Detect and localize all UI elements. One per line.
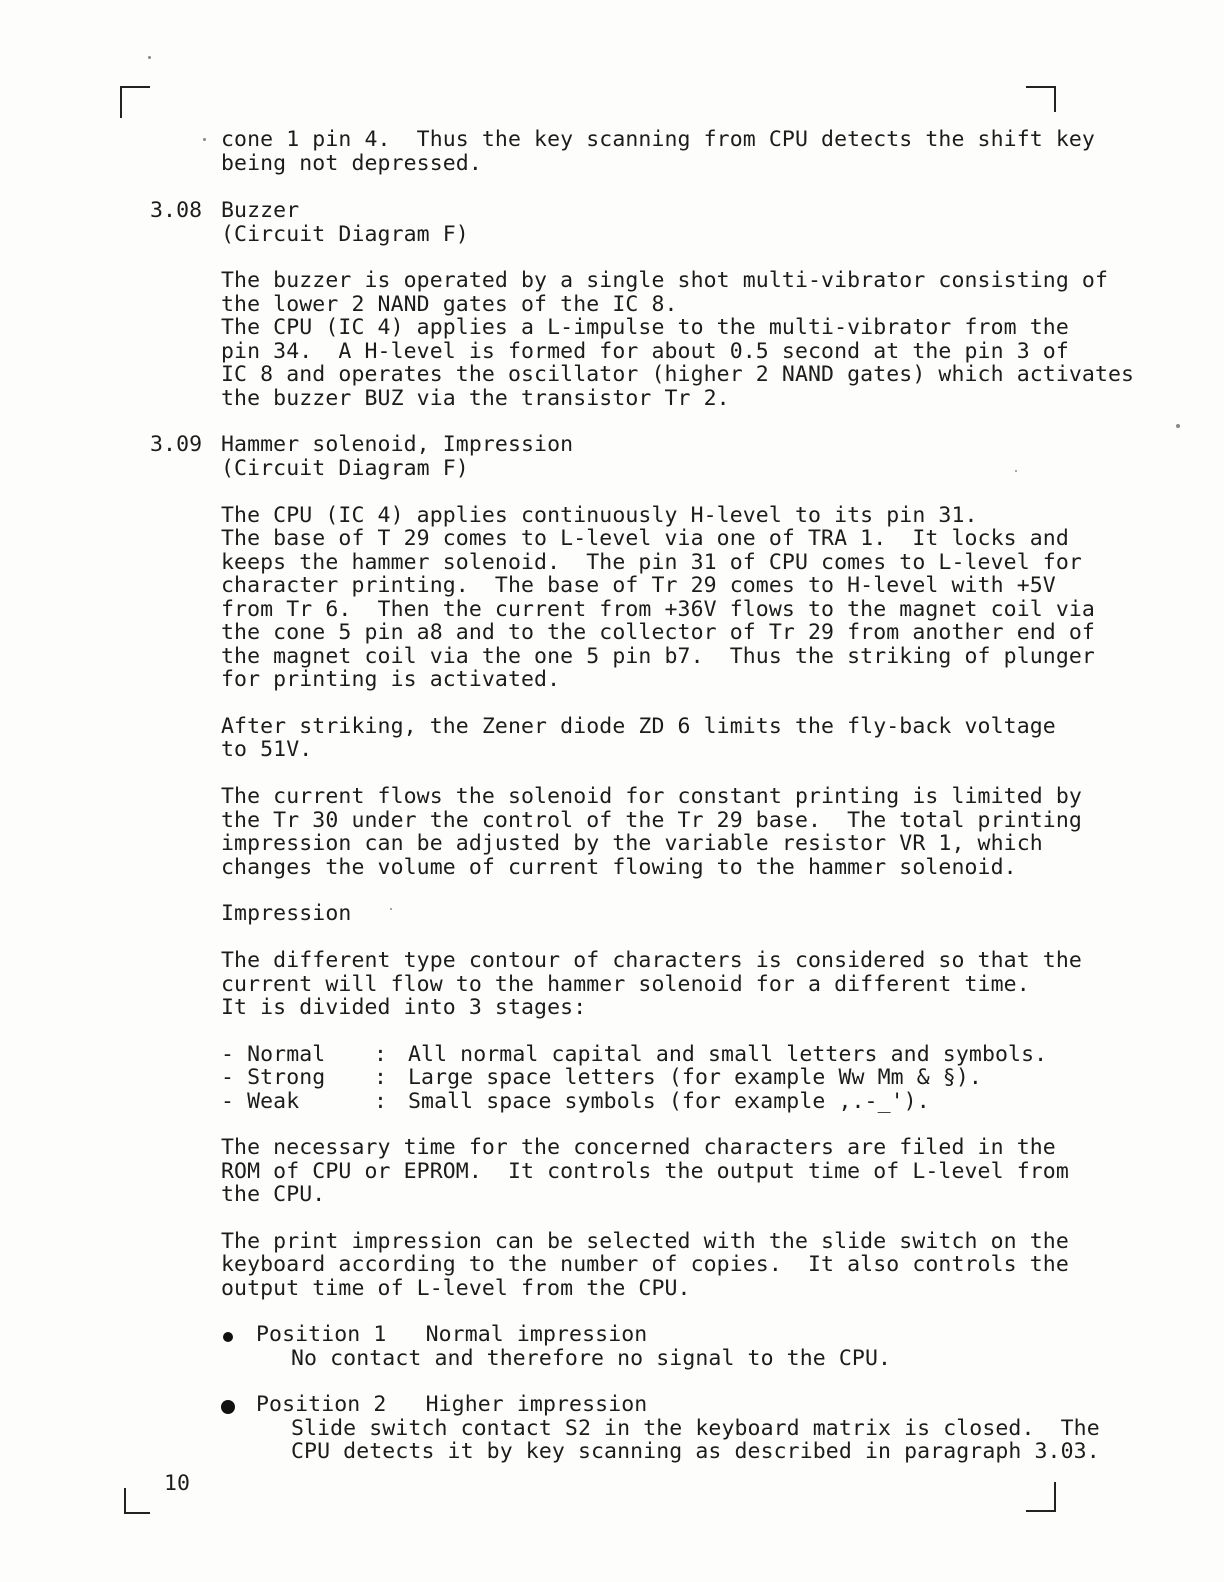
paragraph-line: pin 34. A H-level is formed for about 0.5 second at the pin 3 of: [221, 339, 1069, 364]
paragraph-line: It is divided into 3 stages:: [221, 995, 587, 1020]
position-1-title: Position 1 Normal impression: [256, 1322, 648, 1347]
crop-mark-bottom-left-vertical: [124, 1488, 126, 1514]
paragraph-line: from Tr 6. Then the current from +36V flows to the magnet coil via: [221, 597, 1095, 622]
stage-desc-weak: Small space symbols (for example ,.-_').: [408, 1089, 930, 1114]
bullet-icon: [221, 1400, 235, 1414]
paragraph-line: The necessary time for the concerned characters are filed in the: [221, 1135, 1056, 1160]
intro-line: being not depressed.: [221, 151, 482, 176]
paragraph-line: the Tr 30 under the control of the Tr 29 base. The total printing: [221, 808, 1082, 833]
section-number-3-09: 3.09: [150, 432, 203, 457]
paragraph-line: The CPU (IC 4) applies a L-impulse to the multi-vibrator from the: [221, 315, 1069, 340]
stage-name-weak: - Weak: [221, 1089, 300, 1114]
stage-desc-strong: Large space letters (for example Ww Mm & §).: [408, 1065, 982, 1090]
paragraph-line: character printing. The base of Tr 29 comes to H-level with +5V: [221, 573, 1056, 598]
paragraph-line: impression can be adjusted by the variable resistor VR 1, which: [221, 831, 1043, 856]
stage-name-normal: - Normal: [221, 1042, 326, 1067]
paragraph-line: the buzzer BUZ via the transistor Tr 2.: [221, 386, 730, 411]
paragraph-line: After striking, the Zener diode ZD 6 limits the fly-back voltage: [221, 714, 1056, 739]
crop-mark-bottom-left-horizontal: [124, 1512, 150, 1514]
paragraph-line: The base of T 29 comes to L-level via one of TRA 1. It locks and: [221, 526, 1069, 551]
page-number: 10: [164, 1471, 191, 1496]
paragraph-line: keeps the hammer solenoid. The pin 31 of CPU comes to L-level for: [221, 550, 1082, 575]
section-ref: (Circuit Diagram F): [221, 456, 469, 481]
paragraph-line: the CPU.: [221, 1182, 326, 1207]
stage-separator: :: [374, 1042, 388, 1067]
crop-mark-top-right-vertical: [1054, 86, 1056, 112]
position-2-desc: Slide switch contact S2 in the keyboard matrix is closed. The: [291, 1416, 1100, 1441]
position-1-desc: No contact and therefore no signal to the CPU.: [291, 1346, 892, 1371]
section-heading-hammer-solenoid: Hammer solenoid, Impression: [221, 432, 574, 457]
paragraph-line: for printing is activated.: [221, 667, 561, 692]
paragraph-line: The buzzer is operated by a single shot multi-vibrator consisting of: [221, 268, 1108, 293]
paragraph-line: current will flow to the hammer solenoid for a different time.: [221, 972, 1030, 997]
stage-desc-normal: All normal capital and small letters and symbols.: [408, 1042, 1048, 1067]
paragraph-line: the magnet coil via the one 5 pin b7. Thus the striking of plunger: [221, 644, 1095, 669]
subheading-impression: Impression: [221, 901, 352, 926]
scan-speck: [390, 908, 392, 910]
crop-mark-bottom-right-vertical: [1054, 1482, 1056, 1512]
paragraph-line: The print impression can be selected with the slide switch on the: [221, 1229, 1069, 1254]
paragraph-line: the lower 2 NAND gates of the IC 8.: [221, 292, 678, 317]
section-heading-buzzer: Buzzer: [221, 198, 300, 223]
scan-speck: [1015, 470, 1017, 472]
intro-line: cone 1 pin 4. Thus the key scanning from CPU detects the shift key: [221, 127, 1095, 152]
scan-speck: [203, 138, 206, 141]
position-2-desc: CPU detects it by key scanning as described in paragraph 3.03.: [291, 1439, 1100, 1464]
crop-mark-top-right-horizontal: [1026, 86, 1056, 88]
position-2-title: Position 2 Higher impression: [256, 1392, 648, 1417]
paragraph-line: to 51V.: [221, 737, 313, 762]
bullet-icon: [223, 1332, 233, 1342]
paragraph-line: The current flows the solenoid for constant printing is limited by: [221, 784, 1082, 809]
paragraph-line: The CPU (IC 4) applies continuously H-level to its pin 31.: [221, 503, 978, 528]
paragraph-line: IC 8 and operates the oscillator (higher 2 NAND gates) which activates: [221, 362, 1135, 387]
stage-name-strong: - Strong: [221, 1065, 326, 1090]
paragraph-line: output time of L-level from the CPU.: [221, 1276, 691, 1301]
scan-speck: [1176, 424, 1180, 428]
section-ref: (Circuit Diagram F): [221, 222, 469, 247]
paragraph-line: ROM of CPU or EPROM. It controls the output time of L-level from: [221, 1159, 1069, 1184]
scan-speck: [148, 56, 151, 59]
stage-separator: :: [374, 1089, 388, 1114]
paragraph-line: keyboard according to the number of copies. It also controls the: [221, 1252, 1069, 1277]
crop-mark-bottom-right-horizontal: [1026, 1510, 1056, 1512]
paragraph-line: the cone 5 pin a8 and to the collector of Tr 29 from another end of: [221, 620, 1095, 645]
paragraph-line: changes the volume of current flowing to the hammer solenoid.: [221, 855, 1017, 880]
section-number-3-08: 3.08: [150, 198, 203, 223]
crop-mark-top-left-vertical: [120, 86, 122, 118]
paragraph-line: The different type contour of characters is considered so that the: [221, 948, 1082, 973]
crop-mark-top-left-horizontal: [120, 86, 150, 88]
stage-separator: :: [374, 1065, 388, 1090]
